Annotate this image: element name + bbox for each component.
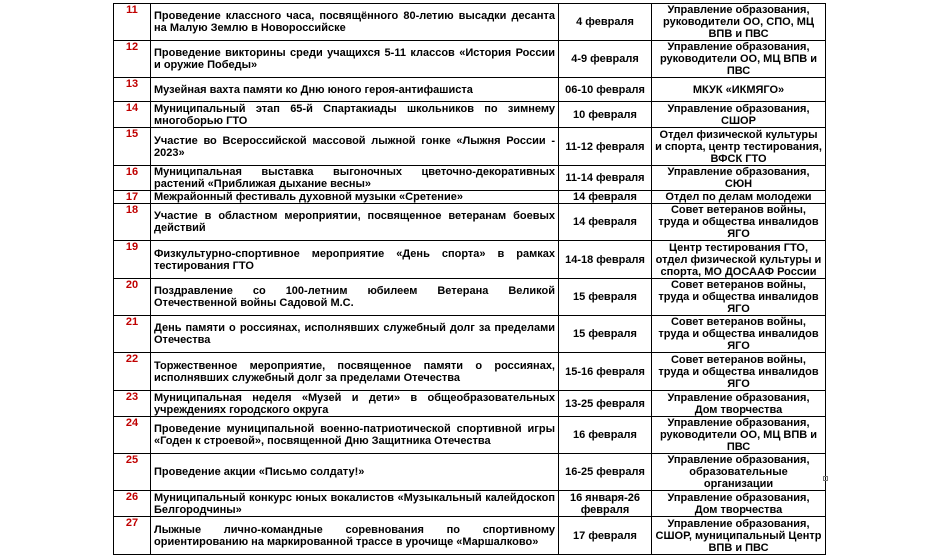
row-number: 27 — [114, 517, 151, 555]
event-date: 15-16 февраля — [559, 353, 652, 391]
table-row — [114, 102, 826, 128]
event-organizer: Совет ветеранов войны, труда и общества инвалидов ЯГО — [652, 353, 826, 391]
event-organizer: Управление образования, образовательные организации — [652, 454, 826, 491]
event-date: 4-9 февраля — [559, 41, 652, 78]
event-date: 11-12 февраля — [559, 128, 652, 166]
event-organizer: Совет ветеранов войны, труда и общества инвалидов ЯГО — [652, 316, 826, 353]
event-organizer: Управление образования, руководители ОО, МЦ ВПВ и ПВС — [652, 41, 826, 78]
event-organizer: Управление образования, Дом творчества — [652, 491, 826, 517]
table-row — [114, 353, 826, 391]
event-date: 17 февраля — [559, 517, 652, 555]
table-row — [114, 279, 826, 316]
event-date: 15 февраля — [559, 316, 652, 353]
event-name: Участие во Всероссийской массовой лыжной гонке «Лыжня России - 2023» — [151, 128, 559, 166]
event-name: Участие в областном мероприятии, посвященное ветеранам боевых действий — [151, 204, 559, 241]
table-row — [114, 417, 826, 454]
event-organizer: Управление образования, СЮН — [652, 166, 826, 191]
event-date: 16 февраля — [559, 417, 652, 454]
event-organizer: Управление образования, руководители ОО, СПО, МЦ ВПВ и ПВС — [652, 4, 826, 41]
row-number: 19 — [114, 241, 151, 279]
event-name: Проведение акции «Письмо солдату!» — [151, 454, 559, 491]
table-row — [114, 78, 826, 102]
table-row — [114, 4, 826, 41]
row-number: 17 — [114, 191, 151, 204]
event-name: Проведение классного часа, посвящённого 80-летию высадки десанта на Малую Землю в Новороссийске — [151, 4, 559, 41]
event-date: 14-18 февраля — [559, 241, 652, 279]
event-organizer: Совет ветеранов войны, труда и общества инвалидов ЯГО — [652, 204, 826, 241]
row-number: 14 — [114, 102, 151, 128]
row-number: 20 — [114, 279, 151, 316]
event-organizer: Управление образования, Дом творчества — [652, 391, 826, 417]
row-number: 26 — [114, 491, 151, 517]
row-number: 18 — [114, 204, 151, 241]
row-number: 21 — [114, 316, 151, 353]
event-name: Проведение викторины среди учащихся 5-11 классов «История России и оружие Победы» — [151, 41, 559, 78]
event-name: Музейная вахта памяти ко Дню юного героя-антифашиста — [151, 78, 559, 102]
event-organizer: МКУК «ИКМЯГО» — [652, 78, 826, 102]
events-table — [113, 3, 826, 555]
event-name: Муниципальная неделя «Музей и дети» в общеобразовательных учреждениях городского округа — [151, 391, 559, 417]
row-number: 11 — [114, 4, 151, 41]
table-row — [114, 241, 826, 279]
event-date: 4 февраля — [559, 4, 652, 41]
event-organizer: Управление образования, СШОР — [652, 102, 826, 128]
table-row — [114, 391, 826, 417]
event-name: Межрайонный фестиваль духовной музыки «Сретение» — [151, 191, 559, 204]
table-row — [114, 204, 826, 241]
event-organizer: Совет ветеранов войны, труда и общества инвалидов ЯГО — [652, 279, 826, 316]
event-name: Проведение муниципальной военно-патриотической спортивной игры «Годен к строевой», посвященной Дню Защитника Отечества — [151, 417, 559, 454]
row-number: 23 — [114, 391, 151, 417]
event-date: 16 января-26 февраля — [559, 491, 652, 517]
event-name: Муниципальный конкурс юных вокалистов «Музыкальный калейдоскоп Белгородчины» — [151, 491, 559, 517]
event-date: 11-14 февраля — [559, 166, 652, 191]
event-date: 14 февраля — [559, 204, 652, 241]
event-name: Поздравление со 100-летним юбилеем Ветерана Великой Отечественной войны Садовой М.С. — [151, 279, 559, 316]
event-date: 06-10 февраля — [559, 78, 652, 102]
row-number: 15 — [114, 128, 151, 166]
event-organizer: Управление образования, СШОР, муниципальный Центр ВПВ и ПВС — [652, 517, 826, 555]
table-row — [114, 316, 826, 353]
table-row — [114, 41, 826, 78]
event-organizer: Центр тестирования ГТО, отдел физической культуры и спорта, МО ДОСААФ России — [652, 241, 826, 279]
table-row — [114, 491, 826, 517]
event-date: 13-25 февраля — [559, 391, 652, 417]
event-date: 16-25 февраля — [559, 454, 652, 491]
row-number: 25 — [114, 454, 151, 491]
event-organizer: Отдел физической культуры и спорта, центр тестирования, ВФСК ГТО — [652, 128, 826, 166]
row-number: 24 — [114, 417, 151, 454]
event-name: Муниципальная выставка выгоночных цветочно-декоративных растений «Приближая дыхание весны» — [151, 166, 559, 191]
table-row — [114, 517, 826, 555]
event-name: Муниципальный этап 65-й Спартакиады школьников по зимнему многоборью ГТО — [151, 102, 559, 128]
event-date: 15 февраля — [559, 279, 652, 316]
event-name: Физкультурно-спортивное мероприятие «День спорта» в рамках тестирования ГТО — [151, 241, 559, 279]
event-name: Лыжные лично-командные соревнования по спортивному ориентированию на маркированной трассе в урочище «Маршалково» — [151, 517, 559, 555]
table-row — [114, 128, 826, 166]
event-organizer: Отдел по делам молодежи — [652, 191, 826, 204]
row-number: 13 — [114, 78, 151, 102]
event-date: 10 февраля — [559, 102, 652, 128]
table-row — [114, 166, 826, 191]
table-resize-handle — [823, 476, 828, 481]
row-number: 22 — [114, 353, 151, 391]
row-number: 16 — [114, 166, 151, 191]
event-organizer: Управление образования, руководители ОО, МЦ ВПВ и ПВС — [652, 417, 826, 454]
row-number: 12 — [114, 41, 151, 78]
event-date: 14 февраля — [559, 191, 652, 204]
event-name: День памяти о россиянах, исполнявших служебный долг за пределами Отечества — [151, 316, 559, 353]
table-row — [114, 191, 826, 204]
table-row — [114, 454, 826, 491]
event-name: Торжественное мероприятие, посвященное памяти о россиянах, исполнявших служебный долг за пределами Отечества — [151, 353, 559, 391]
